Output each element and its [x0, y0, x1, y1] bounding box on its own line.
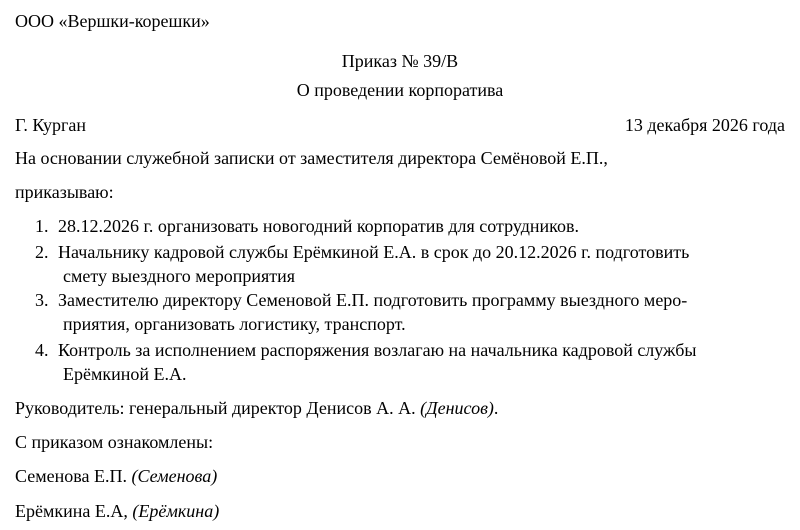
director-signature: (Денисов) [420, 398, 494, 418]
list-item [35, 288, 785, 336]
list-item [35, 240, 785, 288]
item-text: 28.12.2026 г. организовать новогодний корпоратив для сотрудников. [58, 216, 579, 236]
list-item [35, 338, 785, 386]
city: Г. Курган [15, 115, 87, 135]
signature-text: Руководитель: генеральный директор Денисов А. А. [15, 398, 416, 418]
acquainted-person [15, 500, 785, 522]
order-subject: О проведении корпоратива [296, 80, 504, 100]
basis-text: На основании служебной записки от заместителя директора Семёновой Е.П., [15, 148, 608, 168]
item-text-continued: смету выездного мероприятия [63, 266, 296, 286]
item-text: Начальнику кадровой службы Ерёмкиной Е.А. в срок до 20.12.2026 г. подготовить [58, 242, 690, 262]
order-number: Приказ № 39/В [341, 51, 459, 71]
place-date-row [15, 114, 785, 136]
person-signature: (Семенова) [131, 466, 218, 486]
order-date: 13 декабря 2026 года [624, 115, 785, 135]
item-number: 2. [35, 242, 49, 262]
person-name: Ерёмкина Е.А, [15, 501, 128, 521]
item-text: Заместителю директору Семеновой Е.П. подготовить программу выездного меро- [58, 290, 688, 310]
list-item [35, 214, 785, 238]
acquainted-title: С приказом ознакомлены: [15, 432, 214, 452]
person-name: Семенова Е.П. [15, 466, 127, 486]
item-text: Контроль за исполнением распоряжения возлагаю на начальника кадровой службы [58, 340, 697, 360]
order-word: приказываю: [15, 182, 114, 202]
signature-line [15, 397, 785, 419]
person-signature: (Ерёмкина) [132, 501, 220, 521]
item-text-continued: приятия, организовать логистику, транспорт. [63, 314, 406, 334]
signature-dot: . [493, 398, 499, 418]
acquainted-person [15, 465, 785, 487]
item-number: 3. [35, 290, 49, 310]
organization-name: ООО «Вершки-корешки» [15, 11, 210, 31]
item-number: 4. [35, 340, 49, 360]
item-number: 1. [35, 216, 49, 236]
item-text-continued: Ерёмкиной Е.А. [63, 364, 187, 384]
